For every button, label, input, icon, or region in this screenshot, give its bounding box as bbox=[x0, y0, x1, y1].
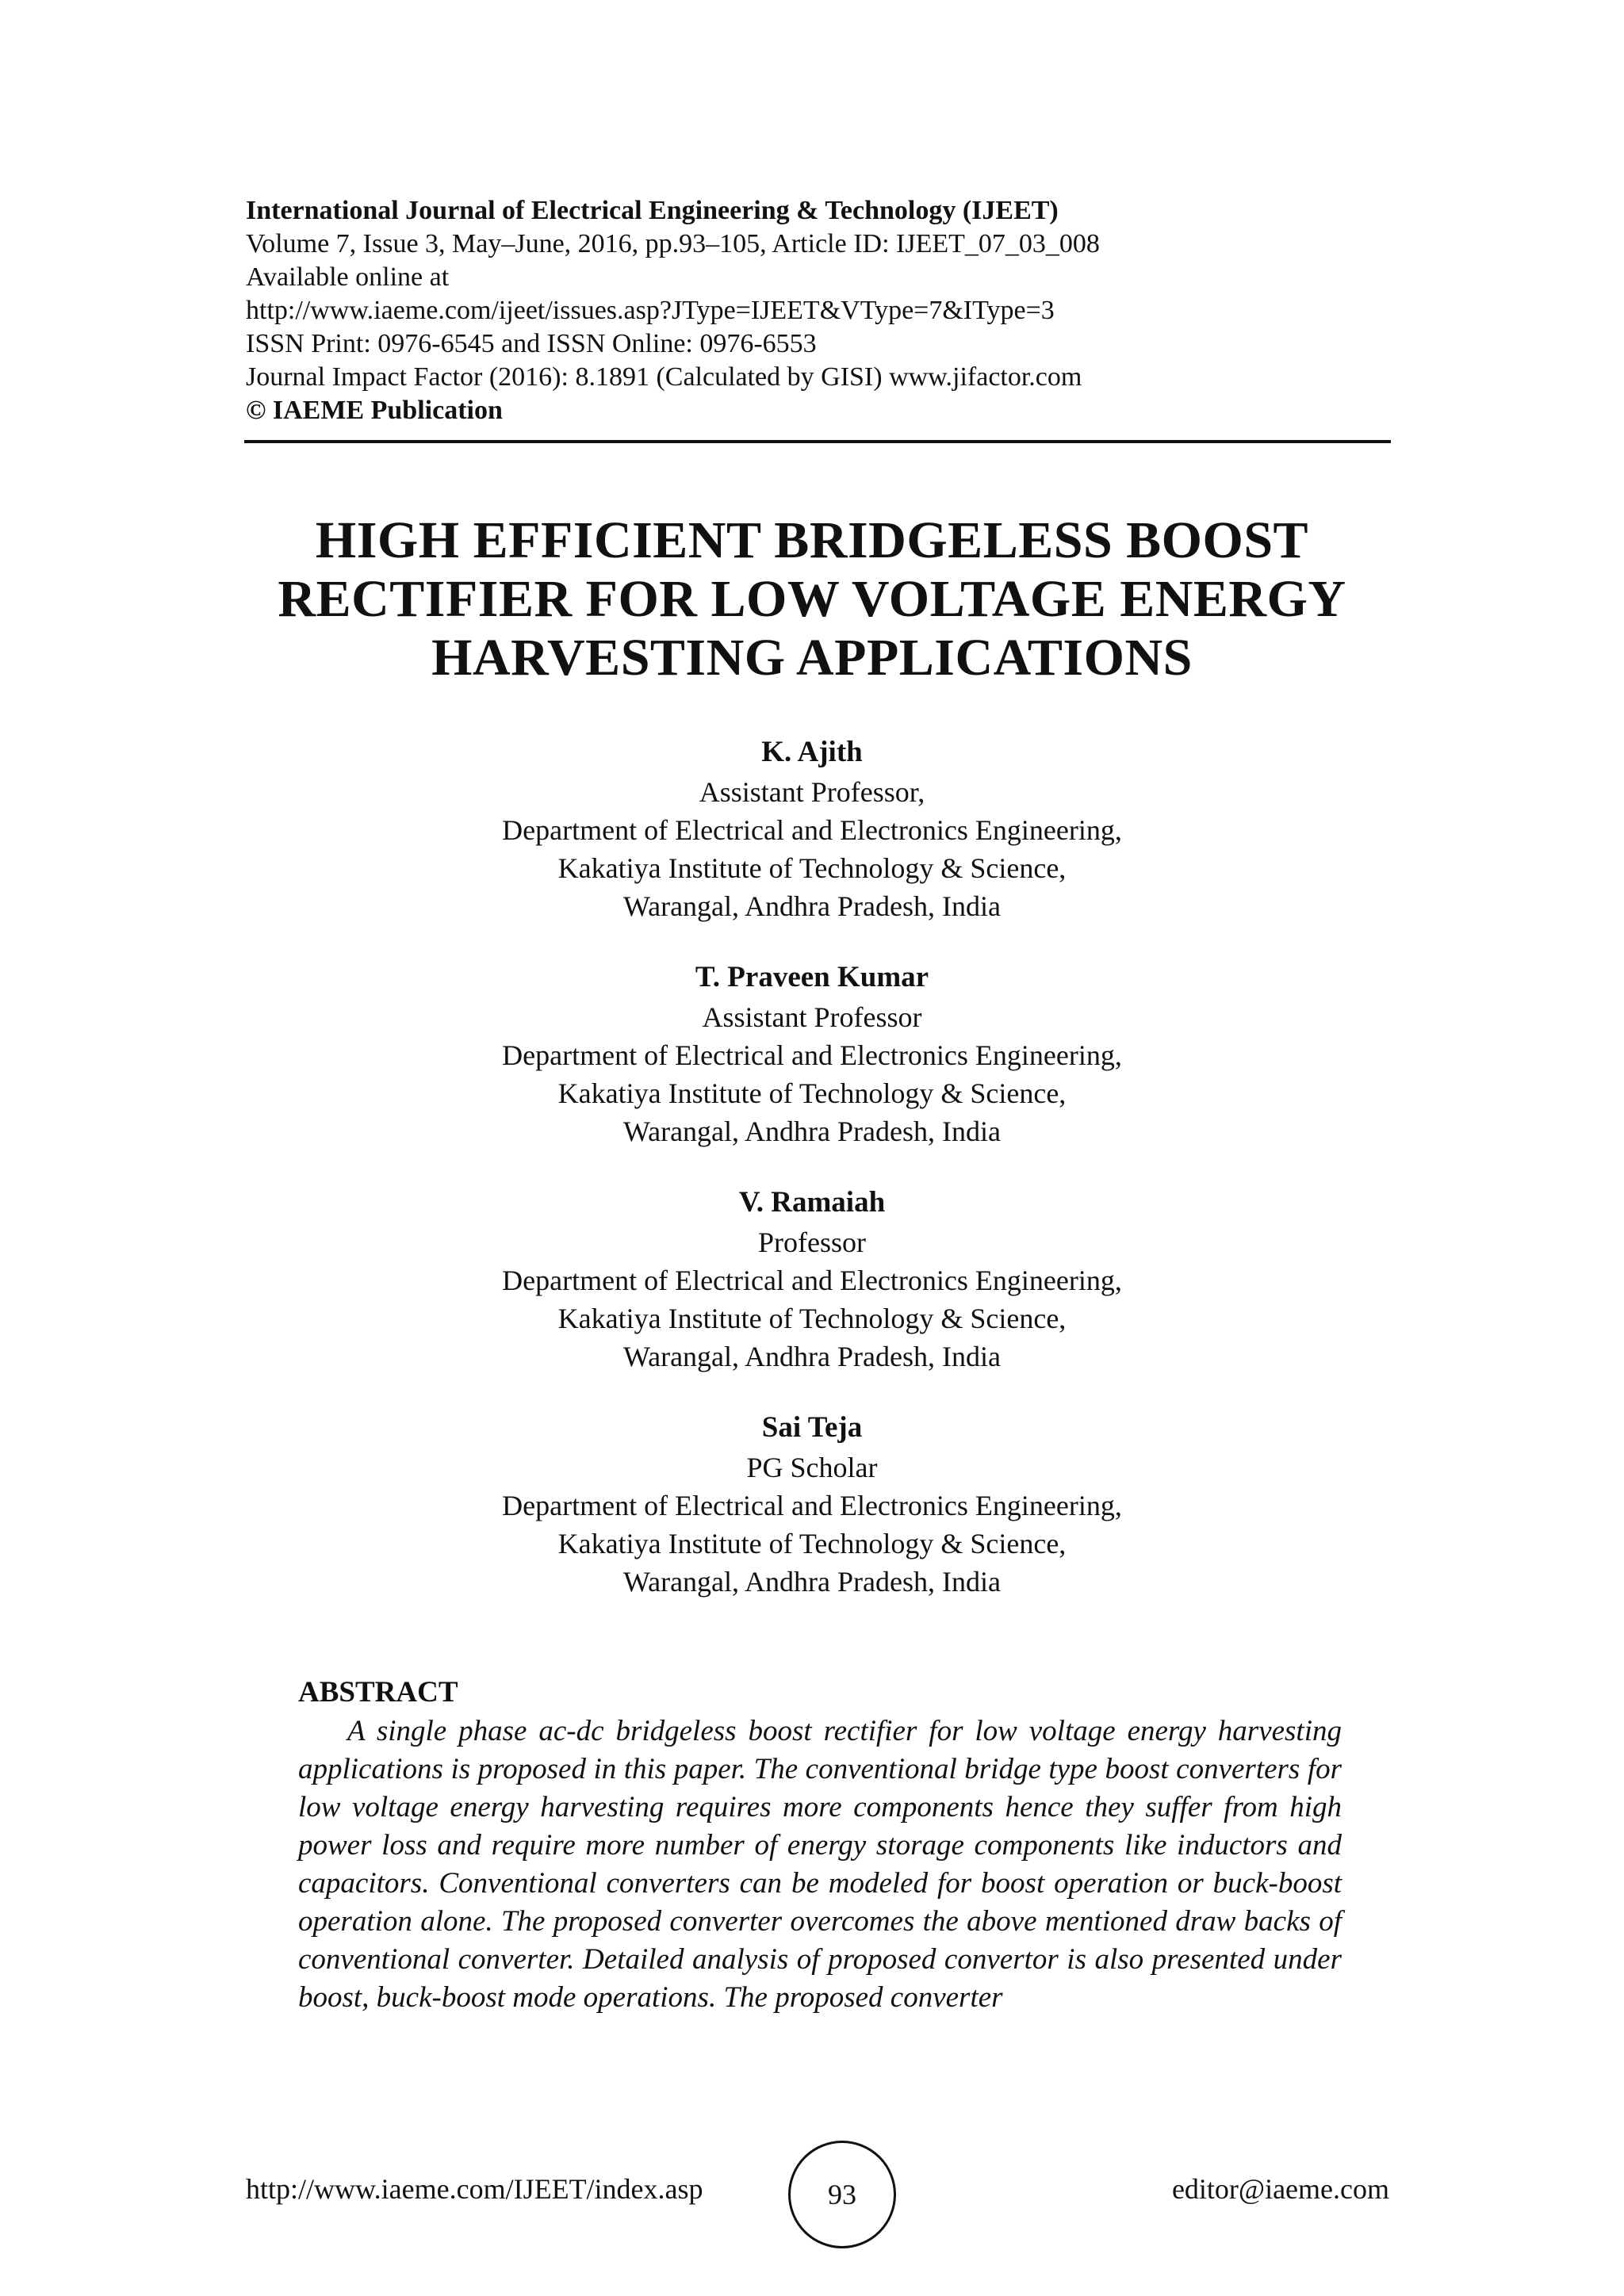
author-position: Assistant Professor bbox=[702, 1001, 922, 1033]
author-block bbox=[257, 733, 1367, 925]
author-institute: Kakatiya Institute of Technology & Science, bbox=[557, 1303, 1067, 1334]
author-name: Sai Teja bbox=[761, 1411, 863, 1444]
journal-header bbox=[246, 194, 1396, 427]
author-block bbox=[257, 1184, 1367, 1376]
author-position: PG Scholar bbox=[746, 1452, 878, 1483]
header-divider bbox=[244, 440, 1391, 443]
author-block bbox=[257, 1409, 1367, 1601]
author-list bbox=[257, 733, 1367, 1634]
author-department: Department of Electrical and Electronics Engineering, bbox=[502, 1265, 1122, 1296]
author-institute: Kakatiya Institute of Technology & Science, bbox=[557, 1528, 1067, 1559]
journal-publisher: © IAEME Publication bbox=[246, 396, 503, 425]
author-position: Assistant Professor, bbox=[699, 776, 925, 808]
author-institute: Kakatiya Institute of Technology & Science, bbox=[557, 1077, 1067, 1109]
page-number-circle bbox=[788, 2141, 896, 2248]
journal-name: International Journal of Electrical Engineering & Technology (IJEET) bbox=[246, 196, 1059, 225]
available-online-label: Available online at bbox=[246, 262, 450, 292]
author-department: Department of Electrical and Electronics Engineering, bbox=[502, 1039, 1122, 1071]
author-name: T. Praveen Kumar bbox=[695, 961, 929, 993]
page-footer bbox=[246, 2141, 1396, 2236]
abstract-heading: ABSTRACT bbox=[298, 1676, 458, 1709]
author-block bbox=[257, 959, 1367, 1150]
paper-title bbox=[159, 511, 1465, 687]
page-number: 93 bbox=[828, 2179, 856, 2210]
journal-issue-link[interactable]: http://www.iaeme.com/ijeet/issues.asp?JType=IJEET&VType=7&IType=3 bbox=[246, 296, 1055, 325]
author-institute: Kakatiya Institute of Technology & Science, bbox=[557, 852, 1067, 884]
journal-issn: ISSN Print: 0976-6545 and ISSN Online: 0976-6553 bbox=[246, 329, 817, 358]
author-department: Department of Electrical and Electronics Engineering, bbox=[502, 814, 1122, 846]
title-line: RECTIFIER FOR LOW VOLTAGE ENERGY bbox=[278, 570, 1346, 628]
abstract-section bbox=[298, 1674, 1342, 2017]
author-name: K. Ajith bbox=[761, 736, 863, 768]
footer-journal-link[interactable]: http://www.iaeme.com/IJEET/index.asp bbox=[246, 2173, 703, 2205]
journal-volume-info: Volume 7, Issue 3, May–June, 2016, pp.93–105, Article ID: IJEET_07_03_008 bbox=[246, 229, 1100, 258]
abstract-text: A single phase ac-dc bridgeless boost rectifier for low voltage energy harvesting applications is proposed in this paper. The conventional bridge type boost converters for low voltage energy harvesting requires more components hence they suffer from high power loss and require more number of energy storage components like inductors and capacitors. Conventional converters can be modeled for boost operation or buck-boost operation alone. The proposed converter overcomes the above mentioned draw backs of conventional converter. Detailed analysis of proposed convertor is also presented under boost, buck-boost mode operations. The proposed converter bbox=[298, 1715, 1342, 2014]
title-line: HIGH EFFICIENT BRIDGELESS BOOST bbox=[315, 511, 1309, 569]
author-location: Warangal, Andhra Pradesh, India bbox=[623, 1341, 1001, 1372]
journal-impact-factor: Journal Impact Factor (2016): 8.1891 (Calculated by GISI) www.jifactor.com bbox=[246, 362, 1082, 392]
title-line: HARVESTING APPLICATIONS bbox=[431, 629, 1193, 687]
author-name: V. Ramaiah bbox=[738, 1186, 886, 1219]
footer-email-link[interactable]: editor@iaeme.com bbox=[1171, 2173, 1389, 2205]
author-location: Warangal, Andhra Pradesh, India bbox=[623, 1566, 1001, 1598]
author-position: Professor bbox=[758, 1226, 866, 1258]
author-location: Warangal, Andhra Pradesh, India bbox=[623, 1115, 1001, 1147]
author-location: Warangal, Andhra Pradesh, India bbox=[623, 890, 1001, 922]
author-department: Department of Electrical and Electronics Engineering, bbox=[502, 1490, 1122, 1521]
